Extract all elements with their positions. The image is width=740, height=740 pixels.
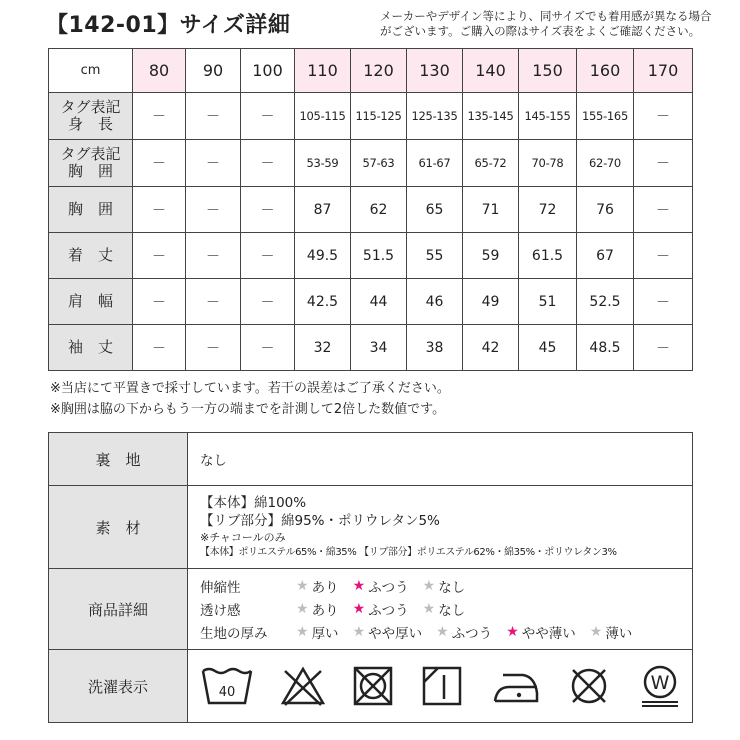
- value-cell: 105-115: [295, 93, 351, 140]
- value-cell: －: [634, 279, 693, 325]
- value-cell: 52.5: [577, 279, 634, 325]
- size-130: 130: [407, 49, 463, 93]
- row-label-length: 着 丈: [49, 233, 133, 279]
- value-cell: 46: [407, 279, 463, 325]
- value-cell: －: [186, 140, 241, 187]
- value-cell: －: [634, 233, 693, 279]
- row-label-shoulder: 肩 幅: [49, 279, 133, 325]
- lining-value: なし: [188, 433, 693, 486]
- value-cell: 125-135: [407, 93, 463, 140]
- value-cell: 61-67: [407, 140, 463, 187]
- value-cell: －: [634, 93, 693, 140]
- size-80: 80: [133, 49, 186, 93]
- size-140: 140: [463, 49, 519, 93]
- product-row-name: 生地の厚み: [200, 626, 268, 642]
- product-row-name: 伸縮性: [200, 580, 241, 596]
- table-row: [49, 187, 693, 233]
- value-cell: －: [186, 325, 241, 371]
- size-120: 120: [351, 49, 407, 93]
- option: ★ なし: [422, 578, 466, 596]
- option: ★ ふつう: [436, 624, 493, 642]
- wet-clean-letter: W: [650, 672, 670, 694]
- value-cell: －: [634, 187, 693, 233]
- value-cell: －: [186, 93, 241, 140]
- value-cell: 70-78: [519, 140, 577, 187]
- no-dry-clean-icon: [567, 665, 611, 707]
- option: ★ 厚い: [296, 624, 339, 642]
- measurement-notes: [50, 378, 450, 420]
- star-icon: ★: [352, 601, 366, 617]
- star-icon: ★: [296, 578, 309, 594]
- value-cell: －: [133, 140, 186, 187]
- detail-row-product: [49, 569, 693, 650]
- line-dry-shade-icon: [420, 665, 464, 707]
- top-note-line: がございます。ご購入の際はサイズ表をよくご確認ください。: [380, 24, 701, 38]
- material-line: ※チャコールのみ: [200, 531, 286, 544]
- value-cell: 55: [407, 233, 463, 279]
- size-110: 110: [295, 49, 351, 93]
- detail-row-lining: [49, 433, 693, 486]
- value-cell: 53-59: [295, 140, 351, 187]
- value-cell: 67: [577, 233, 634, 279]
- material-line: 【本体】ポリエステル65%・綿35% 【リブ部分】ポリエステル62%・綿35%・ポリウレタン3%: [200, 547, 617, 558]
- size-150: 150: [519, 49, 577, 93]
- no-tumble-dry-icon: [351, 665, 395, 707]
- star-icon: ★: [352, 624, 366, 640]
- value-cell: 51: [519, 279, 577, 325]
- option: ★ 薄い: [589, 624, 633, 642]
- row-label-tag-chest: タグ表記 胸 囲: [49, 140, 133, 187]
- table-row: [49, 93, 693, 140]
- no-bleach-icon: [279, 665, 327, 707]
- value-cell: －: [241, 279, 295, 325]
- value-cell: 155-165: [577, 93, 634, 140]
- value-cell: 32: [295, 325, 351, 371]
- value-cell: －: [133, 279, 186, 325]
- page-title: 【142-01】サイズ詳細: [46, 13, 291, 38]
- star-icon: ★: [436, 624, 449, 640]
- lining-label: 裏 地: [49, 433, 188, 486]
- value-cell: 71: [463, 187, 519, 233]
- option-selected: ★ ふつう: [352, 578, 409, 596]
- unit-cell: cm: [49, 49, 133, 93]
- size-header-row: [49, 49, 693, 93]
- star-icon: ★: [352, 578, 366, 594]
- size-90: 90: [186, 49, 241, 93]
- value-cell: 48.5: [577, 325, 634, 371]
- care-label: 洗濯表示: [49, 650, 188, 723]
- value-cell: 57-63: [351, 140, 407, 187]
- wash-40-icon: [200, 665, 254, 707]
- detail-row-care: [49, 650, 693, 723]
- product-row-sheerness: [200, 598, 692, 621]
- top-note: [380, 9, 710, 39]
- value-cell: 49: [463, 279, 519, 325]
- material-label: 素 材: [49, 486, 188, 569]
- product-value: [188, 569, 693, 650]
- row-label-sleeve: 袖 丈: [49, 325, 133, 371]
- value-cell: 135-145: [463, 93, 519, 140]
- value-cell: －: [241, 140, 295, 187]
- value-cell: 44: [351, 279, 407, 325]
- value-cell: －: [634, 325, 693, 371]
- value-cell: 65-72: [463, 140, 519, 187]
- value-cell: 115-125: [351, 93, 407, 140]
- value-cell: －: [133, 233, 186, 279]
- table-row: [49, 233, 693, 279]
- top-note-line: メーカーやデザイン等により、同サイズでも着用感が異なる場合: [380, 9, 712, 23]
- care-value: [188, 650, 693, 723]
- product-label: 商品詳細: [49, 569, 188, 650]
- product-row-name: 透け感: [200, 603, 241, 619]
- option: ★ なし: [422, 601, 466, 619]
- star-icon: ★: [296, 601, 309, 617]
- wash-temp: 40: [218, 685, 236, 700]
- value-cell: －: [186, 233, 241, 279]
- star-icon: ★: [296, 624, 309, 640]
- value-cell: 42: [463, 325, 519, 371]
- value-cell: －: [133, 187, 186, 233]
- value-cell: －: [133, 93, 186, 140]
- star-icon: ★: [422, 601, 436, 617]
- value-cell: 65: [407, 187, 463, 233]
- value-cell: 145-155: [519, 93, 577, 140]
- value-cell: －: [241, 93, 295, 140]
- option: ★ あり: [296, 601, 339, 619]
- material-value: [188, 486, 693, 569]
- option-selected: ★ やや薄い: [506, 624, 576, 642]
- value-cell: 59: [463, 233, 519, 279]
- material-line: 【リブ部分】綿95%・ポリウレタン5%: [200, 513, 440, 529]
- table-row: [49, 325, 693, 371]
- product-row-thickness: [200, 621, 692, 644]
- value-cell: 76: [577, 187, 634, 233]
- value-cell: 72: [519, 187, 577, 233]
- star-icon: ★: [506, 624, 519, 640]
- option: ★ あり: [296, 578, 339, 596]
- value-cell: 62-70: [577, 140, 634, 187]
- material-line: 【本体】綿100%: [200, 495, 307, 511]
- star-icon: ★: [422, 578, 436, 594]
- note-line: ※当店にて平置きで採寸しています。若干の誤差はご了承ください。: [50, 381, 450, 396]
- option-selected: ★ ふつう: [352, 601, 409, 619]
- detail-row-material: [49, 486, 693, 569]
- iron-low-icon: [489, 665, 543, 707]
- table-row: [49, 279, 693, 325]
- size-170: 170: [634, 49, 693, 93]
- row-label-tag-height: タグ表記 身 長: [49, 93, 133, 140]
- value-cell: 61.5: [519, 233, 577, 279]
- size-160: 160: [577, 49, 634, 93]
- value-cell: 49.5: [295, 233, 351, 279]
- size-table: [48, 48, 693, 371]
- value-cell: 62: [351, 187, 407, 233]
- value-cell: 34: [351, 325, 407, 371]
- size-100: 100: [241, 49, 295, 93]
- value-cell: －: [186, 279, 241, 325]
- value-cell: 38: [407, 325, 463, 371]
- value-cell: 87: [295, 187, 351, 233]
- value-cell: 51.5: [351, 233, 407, 279]
- detail-table: [48, 432, 693, 723]
- value-cell: －: [634, 140, 693, 187]
- value-cell: 45: [519, 325, 577, 371]
- value-cell: －: [186, 187, 241, 233]
- value-cell: －: [241, 325, 295, 371]
- wet-clean-icon: [636, 664, 684, 708]
- value-cell: －: [133, 325, 186, 371]
- table-row: [49, 140, 693, 187]
- product-row-stretch: [200, 575, 692, 598]
- star-icon: ★: [589, 624, 603, 640]
- row-label-chest: 胸 囲: [49, 187, 133, 233]
- value-cell: －: [241, 187, 295, 233]
- option: ★ やや厚い: [352, 624, 423, 642]
- care-icons: [200, 664, 692, 708]
- value-cell: 42.5: [295, 279, 351, 325]
- value-cell: －: [241, 233, 295, 279]
- note-line: ※胸囲は脇の下からもう一方の端までを計測して2倍した数値です。: [50, 402, 446, 417]
